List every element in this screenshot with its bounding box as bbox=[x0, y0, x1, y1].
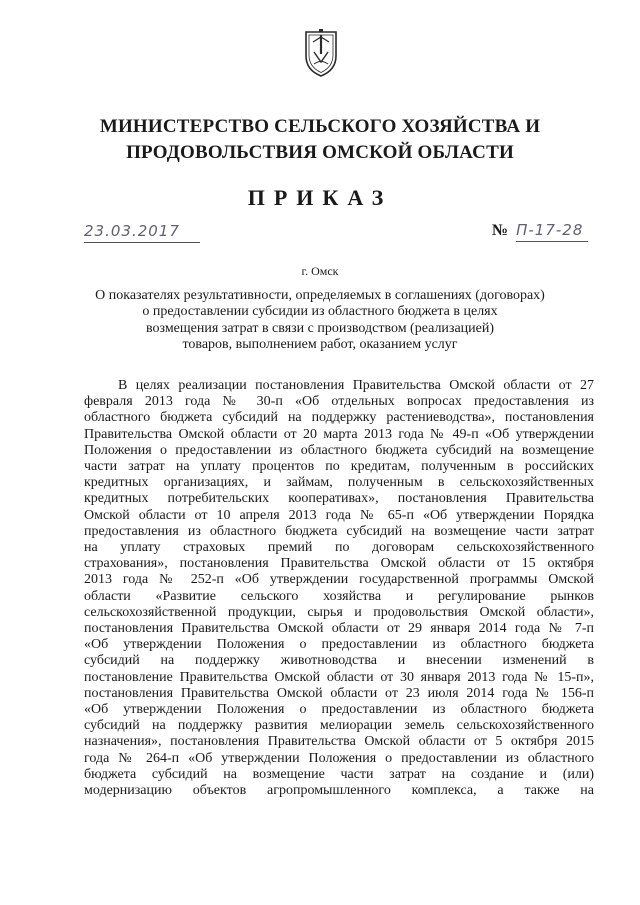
body-line: областного бюджета субсидий на поддержку растениеводства», постановления bbox=[84, 410, 594, 426]
omsk-coat-of-arms-icon bbox=[303, 28, 339, 78]
body-line: постановления Правительства Омской области от 23 июля 2014 года № 156-п bbox=[84, 685, 594, 701]
body-line: модернизацию объектов агропромышленного комплекса, а также на bbox=[84, 783, 594, 799]
body-line: постановление Правительства Омской области от 30 января 2013 года № 15-п», bbox=[84, 669, 594, 685]
body-line: В целях реализации постановления Правительства Омской области от 27 bbox=[118, 378, 594, 393]
subject-line: О показателях результативности, определяемых в соглашениях (договорах) bbox=[95, 288, 545, 303]
body-line: Положения о предоставлении из областного бюджета субсидий на возмещение bbox=[84, 442, 594, 458]
ministry-name bbox=[40, 114, 600, 166]
body-line: февраля 2013 года № 30-п «Об отдельных вопросах предоставления из bbox=[84, 394, 594, 410]
document-type-title: ПРИКАЗ bbox=[247, 185, 393, 210]
subject-line: возмещения затрат в связи с производством (реализацией) bbox=[145, 320, 495, 336]
ministry-name-line: ПРОДОВОЛЬСТВИЯ ОМСКОЙ ОБЛАСТИ bbox=[126, 142, 514, 163]
subject-line: товаров, выполнением работ, оказанием услуг bbox=[182, 337, 458, 353]
body-paragraph bbox=[84, 378, 594, 799]
body-line: постановления Правительства Омской области от 29 января 2014 года № 7-п bbox=[84, 621, 594, 637]
handwritten-number: П-17-28 bbox=[516, 221, 588, 242]
body-line: предоставления из областного бюджета субсидий на возмещение части затрат bbox=[84, 523, 594, 539]
handwritten-date: 23.03.2017 bbox=[84, 222, 200, 243]
order-subject bbox=[60, 288, 580, 354]
body-line: назначения», постановления Правительства Омской области от 5 октября 2015 bbox=[84, 734, 594, 750]
body-line: сельскохозяйственной продукции, сырья и продовольствия Омской области», bbox=[84, 604, 594, 620]
body-line: субсидий на поддержку животноводства и внесении изменений в bbox=[84, 653, 594, 669]
body-line: «Об утверждении Положения о предоставлении из областного бюджета bbox=[84, 702, 594, 718]
body-line: области «Развитие сельского хозяйства и регулирование рынков bbox=[84, 588, 594, 604]
city-label: г. Омск bbox=[301, 264, 339, 278]
body-line: 2013 года № 252-п «Об утверждении государственной программы Омской bbox=[84, 572, 594, 588]
subject-line: о предоставлении субсидии из областного бюджета в целях bbox=[142, 304, 498, 320]
body-line: бюджета субсидий на возмещение части затрат на создание и (или) bbox=[84, 766, 594, 782]
number-sign: № bbox=[492, 222, 509, 239]
body-line: кредитных организациях, и займам, полученным в сельскохозяйственных bbox=[84, 475, 594, 491]
body-line: Омской области от 10 апреля 2013 года № 65-п «Об утверждении Порядка bbox=[84, 507, 594, 523]
body-line: года № 264-п «Об утверждении Положения о предоставлении из областного bbox=[84, 750, 594, 766]
body-line: Правительства Омской области от 20 марта 2013 года № 49-п «Об утверждении bbox=[84, 426, 594, 442]
order-number bbox=[492, 221, 588, 242]
body-line: кредитных потребительских кооперативах», постановления Правительства bbox=[84, 491, 594, 507]
body-line: страхования», постановления Правительства Омской области от 15 октября bbox=[84, 556, 594, 572]
body-line: части затрат на уплату процентов по кредитам, полученным в российских bbox=[84, 459, 594, 475]
body-line: на уплату страховых премий по договорам сельскохозяйственного bbox=[84, 540, 594, 556]
body-line: субсидий на поддержку развития мелиорации земель сельскохозяйственного bbox=[84, 718, 594, 734]
body-line: «Об утверждении Положения о предоставлении из областного бюджета bbox=[84, 637, 594, 653]
ministry-name-line: МИНИСТЕРСТВО СЕЛЬСКОГО ХОЗЯЙСТВА И bbox=[99, 116, 541, 137]
